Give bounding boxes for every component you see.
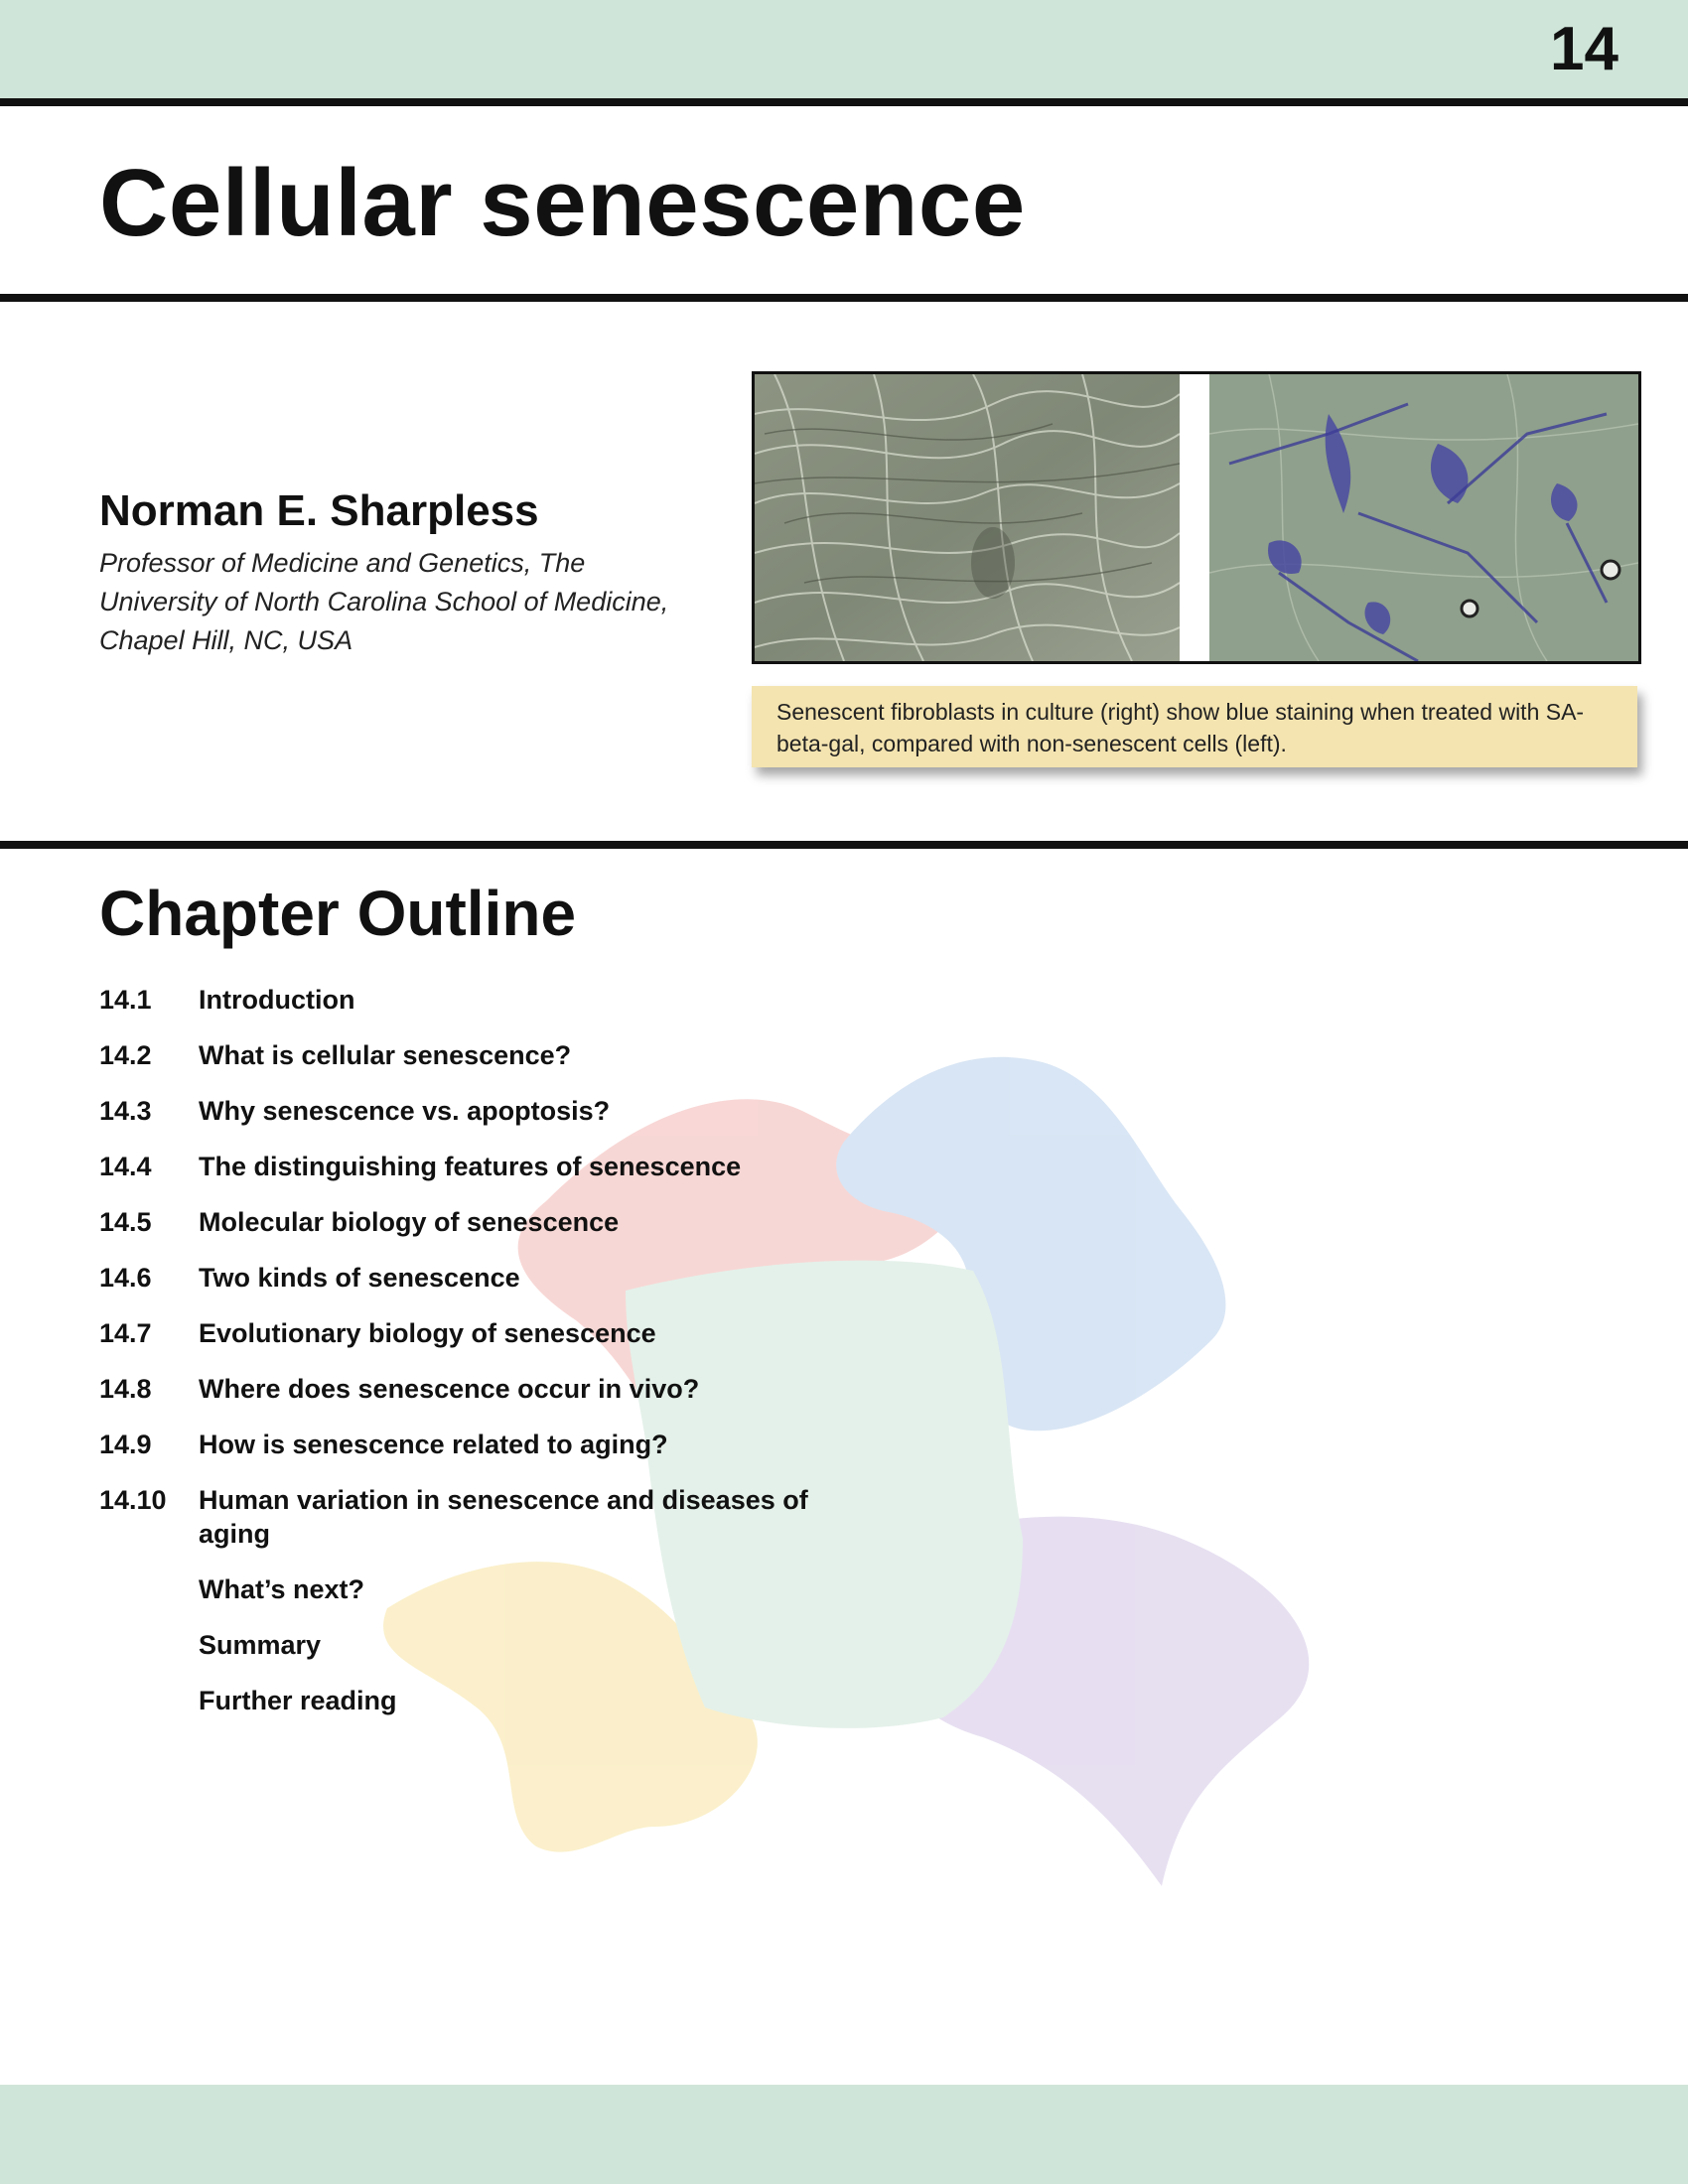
outline-item-3[interactable] (99, 1094, 894, 1128)
outline-heading: Chapter Outline (99, 878, 577, 949)
chapter-title: Cellular senescence (99, 150, 1026, 256)
outline-label: Why senescence vs. apoptosis? (199, 1096, 611, 1126)
outline-item-4[interactable] (99, 1150, 894, 1183)
outline-item-whats-next[interactable] (99, 1572, 894, 1606)
outline-item-7[interactable] (99, 1316, 894, 1350)
outline-item-2[interactable] (99, 1038, 894, 1072)
author-block (99, 486, 715, 660)
affiliation-line: Chapel Hill, NC, USA (99, 625, 353, 655)
outline-item-8[interactable] (99, 1372, 894, 1406)
top-band (0, 0, 1688, 98)
outline-label: What’s next? (199, 1574, 365, 1604)
outline-label: Summary (199, 1630, 322, 1660)
outline-label: What is cellular senescence? (199, 1040, 572, 1070)
outline-label: Introduction (199, 985, 355, 1015)
micrograph-non-senescent (755, 374, 1180, 661)
outline-number: 14.7 (99, 1318, 152, 1348)
outline-number: 14.4 (99, 1152, 152, 1181)
outline-list (99, 983, 894, 1739)
chapter-number: 14 (1550, 15, 1618, 83)
outline-label: Molecular biology of senescence (199, 1207, 620, 1237)
outline-label: How is senescence related to aging? (199, 1430, 668, 1459)
outline-item-5[interactable] (99, 1205, 894, 1239)
figure-caption-box (752, 686, 1637, 767)
outline-item-further-reading[interactable] (99, 1684, 894, 1717)
outline-label: Where does senescence occur in vivo? (199, 1374, 700, 1404)
outline-number: 14.2 (99, 1040, 152, 1070)
author-affiliation (99, 544, 715, 660)
rule-top (0, 98, 1688, 106)
affiliation-line: Professor of Medicine and Genetics, The (99, 548, 586, 578)
outline-number: 14.5 (99, 1207, 152, 1237)
outline-number: 14.10 (99, 1485, 167, 1515)
outline-label: Evolutionary biology of senescence (199, 1318, 656, 1348)
bottom-band (0, 2085, 1688, 2184)
outline-item-9[interactable] (99, 1428, 894, 1461)
outline-label: The distinguishing features of senescence (199, 1152, 742, 1181)
figure-caption: Senescent fibroblasts in culture (right) show blue staining when treated with SA-beta-gal, compared with non-senescent cells (left). (776, 699, 1585, 756)
author-name: Norman E. Sharpless (99, 486, 539, 535)
outline-item-10[interactable] (99, 1483, 894, 1551)
outline-label: Two kinds of senescence (199, 1263, 520, 1293)
outline-label: Human variation in senescence and diseases of aging (199, 1485, 808, 1549)
micrograph-senescent-stained (1209, 374, 1638, 661)
outline-item-summary[interactable] (99, 1628, 894, 1662)
outline-number: 14.1 (99, 985, 152, 1015)
outline-number: 14.9 (99, 1430, 152, 1459)
affiliation-line: University of North Carolina School of Medicine, (99, 587, 669, 616)
outline-item-1[interactable] (99, 983, 894, 1017)
outline-item-6[interactable] (99, 1261, 894, 1295)
outline-number: 14.3 (99, 1096, 152, 1126)
outline-label: Further reading (199, 1686, 397, 1715)
rule-above-outline (0, 841, 1688, 849)
rule-under-title (0, 294, 1688, 302)
micrograph-figure (752, 371, 1641, 664)
outline-number: 14.6 (99, 1263, 152, 1293)
outline-number: 14.8 (99, 1374, 152, 1404)
